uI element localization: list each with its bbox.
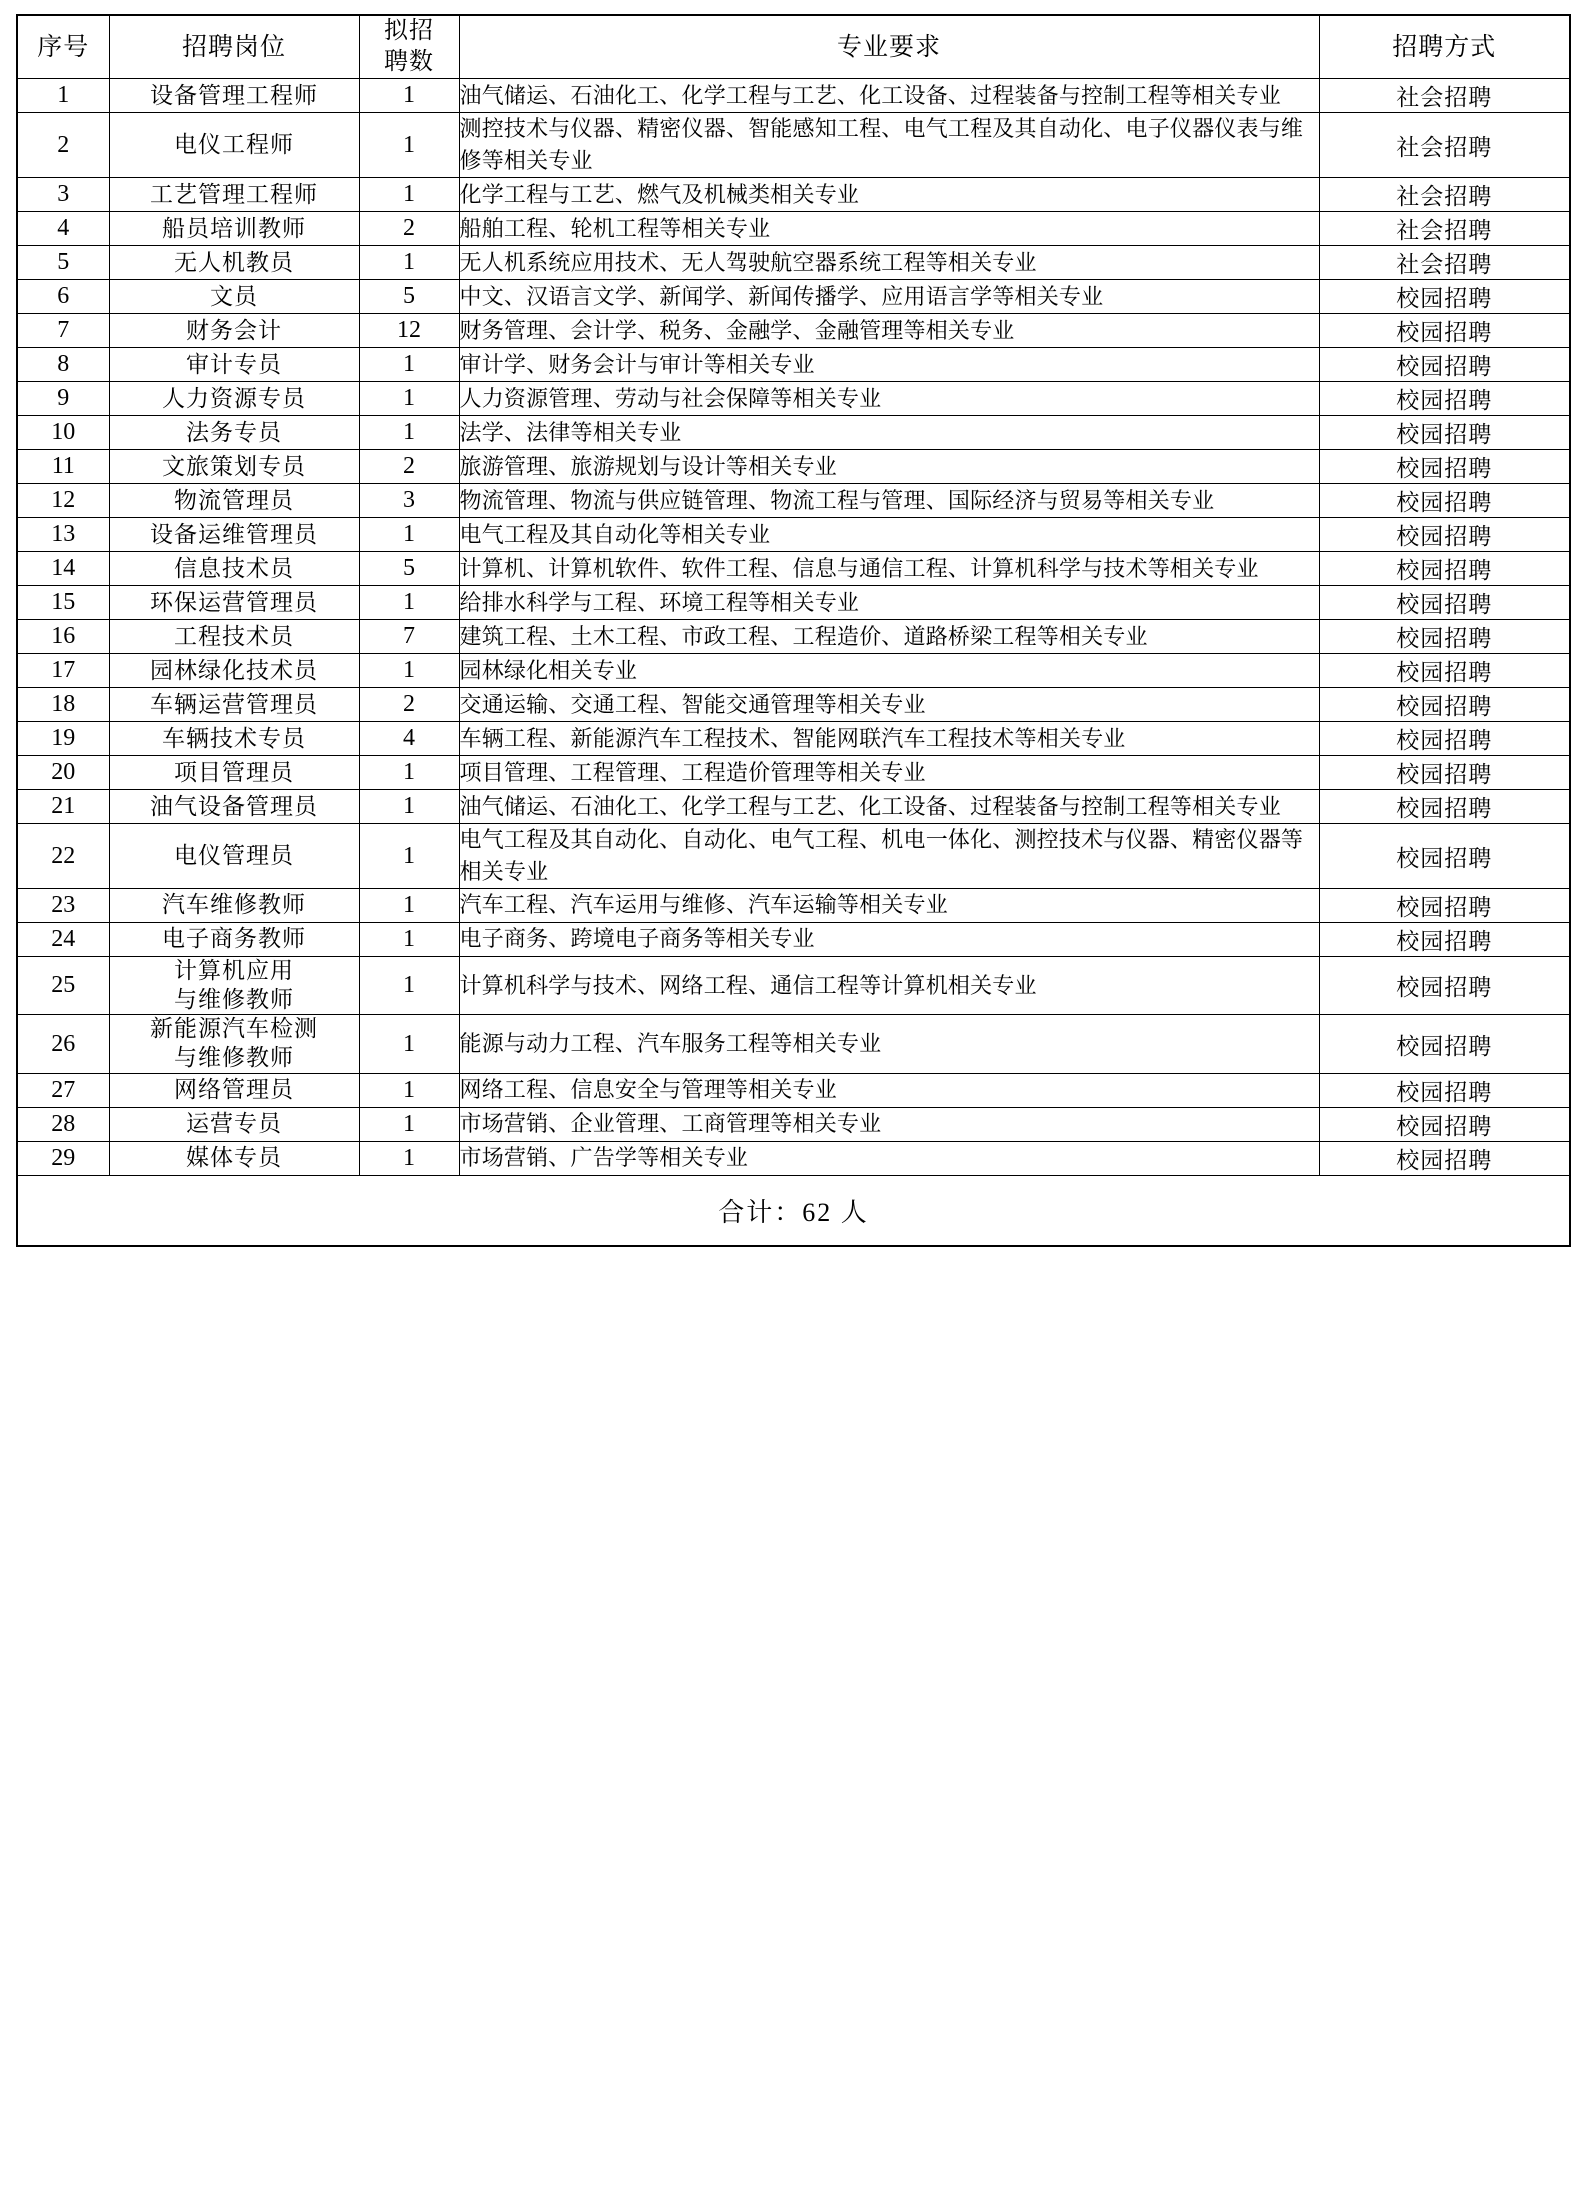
- cell-headcount: 1: [359, 178, 459, 212]
- cell-major-requirement: 电子商务、跨境电子商务等相关专业: [459, 922, 1319, 956]
- cell-recruit-method: 校园招聘: [1319, 382, 1570, 416]
- total-row: [17, 1175, 1570, 1246]
- cell-headcount: 3: [359, 484, 459, 518]
- cell-position: 设备运维管理员: [109, 518, 359, 552]
- cell-major-requirement: 计算机科学与技术、网络工程、通信工程等计算机相关专业: [459, 956, 1319, 1015]
- cell-serial-number: 6: [17, 280, 109, 314]
- table-row: [17, 756, 1570, 790]
- cell-recruit-method: 校园招聘: [1319, 416, 1570, 450]
- table-row: [17, 620, 1570, 654]
- cell-headcount: 1: [359, 1107, 459, 1141]
- cell-major-requirement: 给排水科学与工程、环境工程等相关专业: [459, 586, 1319, 620]
- cell-serial-number: 29: [17, 1141, 109, 1175]
- cell-serial-number: 21: [17, 790, 109, 824]
- cell-serial-number: 25: [17, 956, 109, 1015]
- cell-position: 物流管理员: [109, 484, 359, 518]
- cell-recruit-method: 校园招聘: [1319, 552, 1570, 586]
- cell-position: 环保运营管理员: [109, 586, 359, 620]
- cell-headcount: 1: [359, 654, 459, 688]
- cell-major-requirement: 油气储运、石油化工、化学工程与工艺、化工设备、过程装备与控制工程等相关专业: [459, 79, 1319, 113]
- cell-major-requirement: 项目管理、工程管理、工程造价管理等相关专业: [459, 756, 1319, 790]
- cell-recruit-method: 校园招聘: [1319, 314, 1570, 348]
- cell-position: 网络管理员: [109, 1073, 359, 1107]
- cell-serial-number: 1: [17, 79, 109, 113]
- cell-headcount: 2: [359, 212, 459, 246]
- cell-serial-number: 28: [17, 1107, 109, 1141]
- table-row: [17, 1107, 1570, 1141]
- table-row: [17, 280, 1570, 314]
- cell-recruit-method: 校园招聘: [1319, 756, 1570, 790]
- cell-major-requirement: 无人机系统应用技术、无人驾驶航空器系统工程等相关专业: [459, 246, 1319, 280]
- cell-major-requirement: 计算机、计算机软件、软件工程、信息与通信工程、计算机科学与技术等相关专业: [459, 552, 1319, 586]
- cell-position: 无人机教员: [109, 246, 359, 280]
- cell-major-requirement: 财务管理、会计学、税务、金融学、金融管理等相关专业: [459, 314, 1319, 348]
- table-header: [17, 15, 1570, 79]
- cell-serial-number: 12: [17, 484, 109, 518]
- table-row: [17, 586, 1570, 620]
- table-row: [17, 654, 1570, 688]
- cell-recruit-method: 校园招聘: [1319, 348, 1570, 382]
- header-number-line1: 拟招: [384, 18, 434, 44]
- table-row: [17, 212, 1570, 246]
- recruitment-table: [16, 14, 1571, 1247]
- cell-position: [109, 1015, 359, 1074]
- table-row: [17, 922, 1570, 956]
- cell-headcount: 7: [359, 620, 459, 654]
- cell-position: 信息技术员: [109, 552, 359, 586]
- table-row: [17, 722, 1570, 756]
- cell-headcount: 4: [359, 722, 459, 756]
- cell-position: 电仪管理员: [109, 824, 359, 889]
- table-row: [17, 552, 1570, 586]
- header-cell-major: 专业要求: [459, 15, 1319, 79]
- table-row: [17, 518, 1570, 552]
- cell-serial-number: 16: [17, 620, 109, 654]
- cell-recruit-method: 校园招聘: [1319, 1015, 1570, 1074]
- cell-headcount: 1: [359, 790, 459, 824]
- cell-position: 船员培训教师: [109, 212, 359, 246]
- cell-position-line: 计算机应用: [174, 957, 294, 983]
- cell-headcount: 1: [359, 1141, 459, 1175]
- cell-major-requirement: 化学工程与工艺、燃气及机械类相关专业: [459, 178, 1319, 212]
- table-row: [17, 246, 1570, 280]
- cell-position: 项目管理员: [109, 756, 359, 790]
- cell-recruit-method: 校园招聘: [1319, 688, 1570, 722]
- cell-position: 工艺管理工程师: [109, 178, 359, 212]
- cell-serial-number: 8: [17, 348, 109, 382]
- cell-major-requirement: 电气工程及其自动化、自动化、电气工程、机电一体化、测控技术与仪器、精密仪器等相关专业: [459, 824, 1319, 889]
- cell-position-line: 与维修教师: [174, 986, 294, 1012]
- cell-position-line: 新能源汽车检测: [150, 1016, 318, 1042]
- cell-recruit-method: 校园招聘: [1319, 956, 1570, 1015]
- cell-headcount: 1: [359, 1015, 459, 1074]
- table-row: [17, 956, 1570, 1015]
- cell-serial-number: 14: [17, 552, 109, 586]
- table-row: [17, 824, 1570, 889]
- cell-serial-number: 4: [17, 212, 109, 246]
- table-row: [17, 314, 1570, 348]
- cell-position: 审计专员: [109, 348, 359, 382]
- cell-recruit-method: 校园招聘: [1319, 586, 1570, 620]
- cell-serial-number: 9: [17, 382, 109, 416]
- cell-position: 设备管理工程师: [109, 79, 359, 113]
- cell-headcount: 1: [359, 1073, 459, 1107]
- table-row: [17, 790, 1570, 824]
- cell-serial-number: 15: [17, 586, 109, 620]
- cell-serial-number: 20: [17, 756, 109, 790]
- table-row: [17, 484, 1570, 518]
- cell-major-requirement: 建筑工程、土木工程、市政工程、工程造价、道路桥梁工程等相关专业: [459, 620, 1319, 654]
- table-row: [17, 348, 1570, 382]
- header-cell-post: 招聘岗位: [109, 15, 359, 79]
- table-body: [17, 79, 1570, 1176]
- table-row: [17, 382, 1570, 416]
- cell-headcount: 12: [359, 314, 459, 348]
- cell-headcount: 1: [359, 756, 459, 790]
- cell-major-requirement: 船舶工程、轮机工程等相关专业: [459, 212, 1319, 246]
- cell-serial-number: 3: [17, 178, 109, 212]
- cell-headcount: 1: [359, 956, 459, 1015]
- cell-recruit-method: 社会招聘: [1319, 246, 1570, 280]
- cell-position: 财务会计: [109, 314, 359, 348]
- cell-recruit-method: 校园招聘: [1319, 1107, 1570, 1141]
- cell-recruit-method: 校园招聘: [1319, 1073, 1570, 1107]
- cell-major-requirement: 园林绿化相关专业: [459, 654, 1319, 688]
- cell-serial-number: 10: [17, 416, 109, 450]
- cell-headcount: 1: [359, 246, 459, 280]
- header-number-line2: 聘数: [384, 49, 434, 76]
- header-cell-method: 招聘方式: [1319, 15, 1570, 79]
- cell-recruit-method: 校园招聘: [1319, 1141, 1570, 1175]
- cell-headcount: 1: [359, 113, 459, 178]
- cell-recruit-method: 校园招聘: [1319, 450, 1570, 484]
- cell-headcount: 2: [359, 688, 459, 722]
- cell-position: 工程技术员: [109, 620, 359, 654]
- cell-position: 园林绿化技术员: [109, 654, 359, 688]
- table-row: [17, 416, 1570, 450]
- cell-serial-number: 13: [17, 518, 109, 552]
- cell-major-requirement: 电气工程及其自动化等相关专业: [459, 518, 1319, 552]
- table-row: [17, 1073, 1570, 1107]
- cell-position: 文员: [109, 280, 359, 314]
- cell-major-requirement: 测控技术与仪器、精密仪器、智能感知工程、电气工程及其自动化、电子仪器仪表与维修等相关专业: [459, 113, 1319, 178]
- cell-recruit-method: 校园招聘: [1319, 280, 1570, 314]
- cell-position: 电子商务教师: [109, 922, 359, 956]
- cell-position: 汽车维修教师: [109, 888, 359, 922]
- cell-serial-number: 5: [17, 246, 109, 280]
- cell-major-requirement: 能源与动力工程、汽车服务工程等相关专业: [459, 1015, 1319, 1074]
- cell-serial-number: 27: [17, 1073, 109, 1107]
- cell-headcount: 1: [359, 824, 459, 889]
- cell-recruit-method: 校园招聘: [1319, 484, 1570, 518]
- cell-headcount: 1: [359, 586, 459, 620]
- cell-major-requirement: 中文、汉语言文学、新闻学、新闻传播学、应用语言学等相关专业: [459, 280, 1319, 314]
- cell-major-requirement: 人力资源管理、劳动与社会保障等相关专业: [459, 382, 1319, 416]
- cell-recruit-method: 社会招聘: [1319, 79, 1570, 113]
- cell-headcount: 1: [359, 922, 459, 956]
- cell-position: 电仪工程师: [109, 113, 359, 178]
- total-label: 合计：62 人: [17, 1175, 1570, 1246]
- cell-position-line: 与维修教师: [174, 1045, 294, 1071]
- cell-major-requirement: 网络工程、信息安全与管理等相关专业: [459, 1073, 1319, 1107]
- table-footer: [17, 1175, 1570, 1246]
- cell-major-requirement: 市场营销、广告学等相关专业: [459, 1141, 1319, 1175]
- cell-headcount: 1: [359, 348, 459, 382]
- cell-headcount: 2: [359, 450, 459, 484]
- cell-major-requirement: 车辆工程、新能源汽车工程技术、智能网联汽车工程技术等相关专业: [459, 722, 1319, 756]
- cell-position: 人力资源专员: [109, 382, 359, 416]
- cell-recruit-method: 校园招聘: [1319, 790, 1570, 824]
- table-row: [17, 450, 1570, 484]
- cell-recruit-method: 校园招聘: [1319, 888, 1570, 922]
- cell-headcount: 1: [359, 416, 459, 450]
- cell-serial-number: 19: [17, 722, 109, 756]
- table-row: [17, 1141, 1570, 1175]
- cell-position: 车辆运营管理员: [109, 688, 359, 722]
- cell-recruit-method: 校园招聘: [1319, 654, 1570, 688]
- cell-major-requirement: 审计学、财务会计与审计等相关专业: [459, 348, 1319, 382]
- cell-headcount: 1: [359, 518, 459, 552]
- cell-major-requirement: 油气储运、石油化工、化学工程与工艺、化工设备、过程装备与控制工程等相关专业: [459, 790, 1319, 824]
- table-row: [17, 888, 1570, 922]
- table-row: [17, 688, 1570, 722]
- cell-serial-number: 2: [17, 113, 109, 178]
- cell-major-requirement: 汽车工程、汽车运用与维修、汽车运输等相关专业: [459, 888, 1319, 922]
- cell-headcount: 1: [359, 888, 459, 922]
- table-row: [17, 178, 1570, 212]
- cell-serial-number: 18: [17, 688, 109, 722]
- cell-position: 车辆技术专员: [109, 722, 359, 756]
- cell-major-requirement: 交通运输、交通工程、智能交通管理等相关专业: [459, 688, 1319, 722]
- cell-serial-number: 23: [17, 888, 109, 922]
- cell-recruit-method: 校园招聘: [1319, 922, 1570, 956]
- cell-serial-number: 17: [17, 654, 109, 688]
- cell-headcount: 5: [359, 280, 459, 314]
- cell-position: 油气设备管理员: [109, 790, 359, 824]
- cell-serial-number: 26: [17, 1015, 109, 1074]
- cell-position: 运营专员: [109, 1107, 359, 1141]
- cell-position: 媒体专员: [109, 1141, 359, 1175]
- table-row: [17, 1015, 1570, 1074]
- cell-recruit-method: 社会招聘: [1319, 212, 1570, 246]
- table-row: [17, 79, 1570, 113]
- cell-recruit-method: 校园招聘: [1319, 824, 1570, 889]
- cell-headcount: 1: [359, 382, 459, 416]
- cell-major-requirement: 法学、法律等相关专业: [459, 416, 1319, 450]
- cell-recruit-method: 社会招聘: [1319, 113, 1570, 178]
- cell-position: 文旅策划专员: [109, 450, 359, 484]
- cell-major-requirement: 物流管理、物流与供应链管理、物流工程与管理、国际经济与贸易等相关专业: [459, 484, 1319, 518]
- cell-serial-number: 24: [17, 922, 109, 956]
- cell-serial-number: 11: [17, 450, 109, 484]
- cell-position: 法务专员: [109, 416, 359, 450]
- cell-position: [109, 956, 359, 1015]
- cell-serial-number: 7: [17, 314, 109, 348]
- cell-recruit-method: 社会招聘: [1319, 178, 1570, 212]
- table-header-row: [17, 15, 1570, 79]
- cell-serial-number: 22: [17, 824, 109, 889]
- header-cell-number: [359, 15, 459, 79]
- table-row: [17, 113, 1570, 178]
- cell-recruit-method: 校园招聘: [1319, 722, 1570, 756]
- cell-recruit-method: 校园招聘: [1319, 620, 1570, 654]
- cell-headcount: 1: [359, 79, 459, 113]
- cell-recruit-method: 校园招聘: [1319, 518, 1570, 552]
- header-cell-no: 序号: [17, 15, 109, 79]
- cell-major-requirement: 旅游管理、旅游规划与设计等相关专业: [459, 450, 1319, 484]
- cell-major-requirement: 市场营销、企业管理、工商管理等相关专业: [459, 1107, 1319, 1141]
- cell-headcount: 5: [359, 552, 459, 586]
